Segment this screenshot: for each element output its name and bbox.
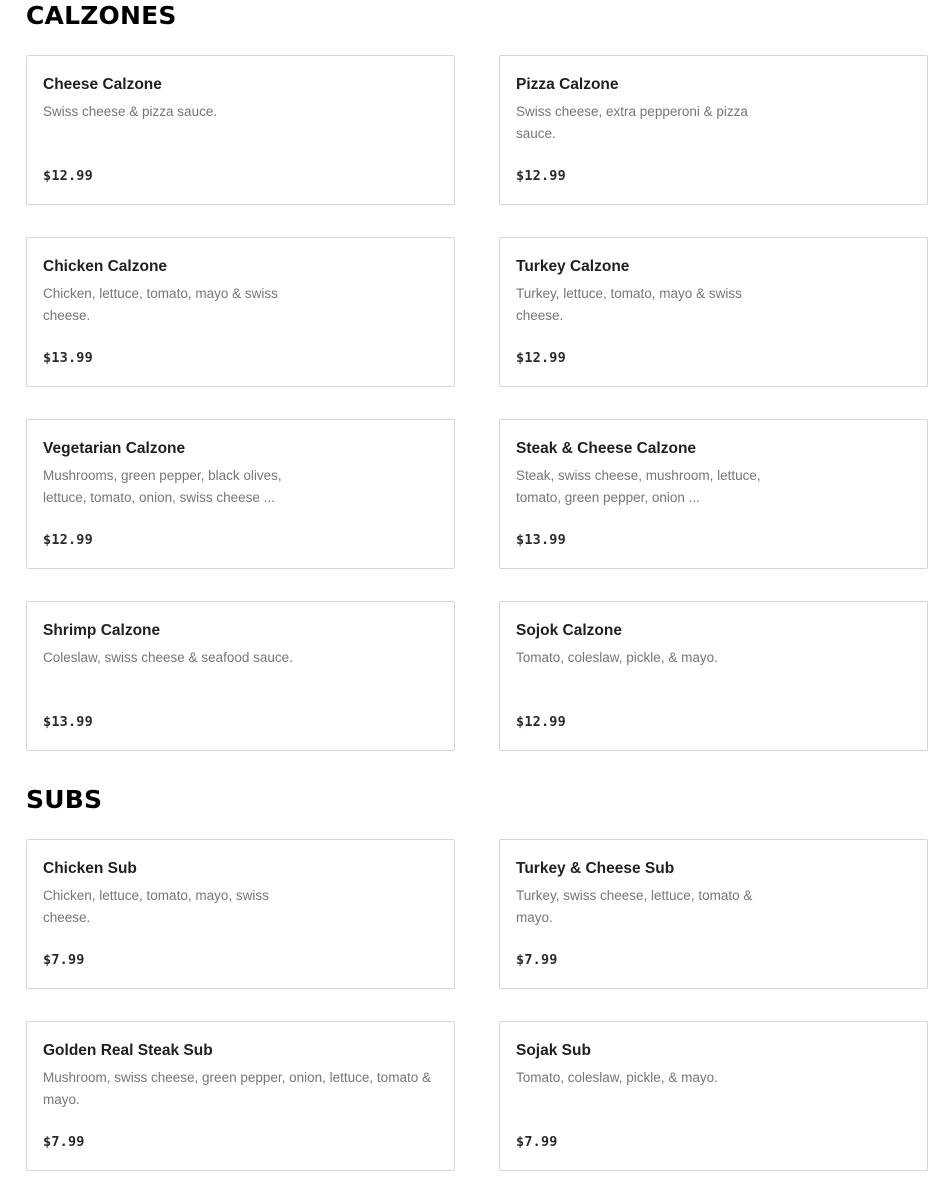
menu-item-name: Sojak Sub [516,1042,591,1059]
menu-item-description: Swiss cheese & pizza sauce. [43,104,218,119]
menu-item-description: Chicken, lettuce, tomato, mayo, swiss cheese. [43,888,269,925]
menu-item-name: Shrimp Calzone [43,622,161,639]
menu-item-description: Steak, swiss cheese, mushroom, lettuce, tomato, green pepper, onion ... [516,468,761,505]
calzones-menu-grid [26,55,928,751]
menu-item-card-shrimp-calzone[interactable] [26,601,455,751]
menu-item-card-sojak-sub[interactable] [499,1021,928,1171]
menu-item-card-turkey-cheese-sub[interactable] [499,839,928,989]
menu-item-price: $13.99 [43,714,93,730]
menu-item-name: Vegetarian Calzone [43,440,186,457]
menu-item-name: Pizza Calzone [516,76,619,93]
menu-item-card-cheese-calzone[interactable] [26,55,455,205]
menu-item-description: Turkey, swiss cheese, lettuce, tomato & mayo. [516,888,753,925]
menu-item-card-chicken-calzone[interactable] [26,237,455,387]
menu-item-price: $12.99 [43,168,93,184]
menu-item-price: $7.99 [516,1134,558,1150]
menu-item-card-chicken-sub[interactable] [26,839,455,989]
menu-item-card-golden-real-steak-sub[interactable] [26,1021,455,1171]
menu-item-name: Turkey Calzone [516,258,630,275]
subs-menu-grid [26,839,928,1171]
menu-item-description: Tomato, coleslaw, pickle, & mayo. [516,1070,718,1085]
menu-item-description: Mushroom, swiss cheese, green pepper, onion, lettuce, tomato & mayo. [43,1070,431,1107]
menu-item-price: $7.99 [516,952,558,968]
menu-item-name: Chicken Calzone [43,258,168,275]
menu-item-name: Chicken Sub [43,860,137,877]
menu-item-price: $13.99 [516,532,566,548]
menu-item-name: Steak & Cheese Calzone [516,440,697,457]
menu-item-price: $13.99 [43,350,93,366]
menu-item-price: $12.99 [516,168,566,184]
menu-item-card-sojok-calzone[interactable] [499,601,928,751]
menu-item-price: $12.99 [43,532,93,548]
menu-item-card-pizza-calzone[interactable] [499,55,928,205]
section-title-subs: SUBS [26,785,103,814]
menu-item-name: Sojok Calzone [516,622,622,639]
menu-item-price: $7.99 [43,952,85,968]
menu-item-description: Turkey, lettuce, tomato, mayo & swiss cheese. [516,286,742,323]
menu-item-description: Coleslaw, swiss cheese & seafood sauce. [43,650,293,665]
menu-item-description: Mushrooms, green pepper, black olives, lettuce, tomato, onion, swiss cheese ... [43,468,282,505]
menu-item-name: Turkey & Cheese Sub [516,860,675,877]
menu-item-name: Cheese Calzone [43,76,162,93]
menu-item-name: Golden Real Steak Sub [43,1042,213,1059]
menu-item-description: Swiss cheese, extra pepperoni & pizza sauce. [516,104,748,141]
menu-item-card-vegetarian-calzone[interactable] [26,419,455,569]
menu-item-price: $12.99 [516,714,566,730]
menu-item-card-turkey-calzone[interactable] [499,237,928,387]
menu-item-description: Tomato, coleslaw, pickle, & mayo. [516,650,718,665]
menu-item-price: $12.99 [516,350,566,366]
menu-item-price: $7.99 [43,1134,85,1150]
section-title-calzones: CALZONES [26,1,177,30]
menu-item-card-steak-cheese-calzone[interactable] [499,419,928,569]
menu-item-description: Chicken, lettuce, tomato, mayo & swiss cheese. [43,286,278,323]
